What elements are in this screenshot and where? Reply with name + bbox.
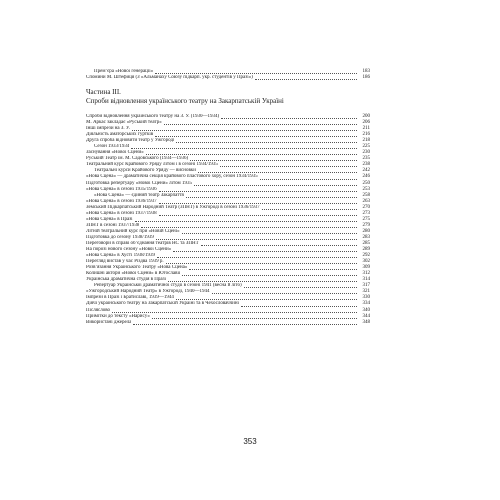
leader-dots	[156, 239, 357, 240]
part-title: Спроби відновлення українського театру на Закарпатській Україні	[86, 97, 284, 105]
toc-entry-page: 314	[362, 277, 370, 283]
page-number: 353	[243, 437, 257, 446]
toc-entry-page: 211	[362, 126, 370, 132]
toc-entry-page: 289	[362, 247, 370, 253]
toc-entry-title: Українська драматична студія в Празі	[86, 277, 166, 283]
toc-entry-title: Друга спроба відновити театр у Ужгороді	[86, 138, 175, 144]
toc-entry-page: 263	[362, 198, 370, 204]
leader-dots	[190, 160, 357, 161]
leader-dots	[241, 306, 357, 307]
leader-dots	[194, 185, 357, 186]
toc-entry-page: 330	[362, 295, 370, 301]
toc-entry-title: Прем’єра «Нової генерації»	[94, 69, 154, 74]
toc-entry-page: 279	[362, 222, 370, 228]
toc-entry-title: Підготовка репертуару «Нової Сцени» літом 1935	[86, 180, 192, 186]
leader-dots	[141, 227, 357, 228]
toc-entry-title: Репертуар Української драматичної студії в сезоні 1941 (весна й літо)	[94, 283, 242, 289]
leader-dots	[186, 197, 357, 198]
toc-entry-title: Колишні актори «Нової Сцени» в Югославії	[86, 271, 181, 277]
toc-entry-title: Спомини М. Штефиця (З «Альманаху Союзу підкарп. укр. студентів у Празі»)	[86, 75, 253, 81]
toc-entry-title: Використані джерела	[86, 319, 132, 325]
toc-entry-page: 273	[362, 210, 370, 216]
toc-entry-title: Підготовка до сезону 1938/1939	[86, 234, 154, 240]
toc-entry-page: 225	[362, 144, 370, 150]
toc-entry-title: Післяслово	[86, 307, 111, 313]
leader-dots	[221, 118, 357, 119]
toc-entry-page: 275	[362, 216, 370, 222]
toc-entry-title: «Нова Сцена» в сезоні 1935/1936	[86, 186, 157, 192]
toc-top-entries	[86, 69, 370, 81]
toc-entry-title: «Нова Сцена» в Празі	[86, 216, 133, 222]
leader-dots	[173, 251, 357, 252]
toc-entry-page: 246	[362, 174, 370, 180]
toc-entry-page: 334	[362, 301, 370, 307]
leader-dots	[146, 154, 357, 155]
leader-dots	[176, 299, 357, 300]
toc-entry-page: 200	[362, 114, 370, 119]
part-label: Частина III.	[86, 88, 121, 96]
toc-entry-page: 285	[362, 240, 370, 246]
leader-dots	[182, 275, 357, 276]
leader-dots	[159, 203, 357, 204]
leader-dots	[157, 257, 357, 258]
toc-entry-page: 242	[362, 168, 370, 174]
toc-entry-title: Діяльність аматорських гуртків	[86, 132, 154, 138]
toc-entry-title: «Ужгородський Народний Театр» в Ужгороді, 1940—1944	[86, 289, 210, 295]
leader-dots	[182, 233, 357, 234]
toc-entry-title: На порозі нового сезону «Нової Сцени»	[86, 247, 172, 253]
toc-entry-title: «Нова Сцена» в сезоні 1937/1938	[86, 210, 157, 216]
leader-dots	[189, 269, 357, 270]
toc-entry-title: Заснування «Нової Сцени»	[86, 150, 144, 156]
toc-entry-page: 230	[362, 150, 370, 156]
toc-entry-page: 235	[362, 156, 370, 162]
toc-entry-title: Літній театральний курс при «Новій Сцені»	[86, 228, 180, 234]
toc-entry-page: 258	[362, 192, 370, 198]
toc-entry-title: «Нова Сцена» — єдиний театр Закарпаття	[94, 192, 184, 198]
toc-entry-title: Руський Театр ім. М. Садовського (1934—1936)	[86, 156, 189, 162]
toc-entry	[86, 320, 370, 326]
leader-dots	[168, 281, 357, 282]
leader-dots	[201, 245, 357, 246]
toc-entry-title: ЗПНТ в сезоні 1937/1938	[86, 222, 140, 228]
toc-entry-page: 321	[362, 289, 370, 295]
leader-dots	[164, 124, 357, 125]
toc-entry-page: 317	[362, 283, 370, 289]
leader-dots	[262, 209, 357, 210]
toc-entry-page: 238	[362, 162, 370, 168]
toc-entry-page: 183	[362, 69, 370, 74]
toc-entry-title: Перегляд вистав у час Різдва 1939 р.	[86, 259, 164, 265]
leader-dots	[159, 215, 357, 216]
toc-entry-title: Діячі українського театру на Закарпатській Україні та в Чехословаччині	[86, 301, 239, 307]
leader-dots	[176, 142, 357, 143]
toc-entry-title: «Нова Сцена» в Хусті 1938/1939	[86, 253, 155, 259]
toc-entry-title: Театральні курси Крайового Уряду — висновки	[94, 168, 196, 174]
leader-dots	[155, 73, 357, 74]
toc-entry-page: 216	[362, 132, 370, 138]
leader-dots	[159, 191, 357, 192]
toc-entry-page: 312	[362, 271, 370, 277]
toc-entry-page: 186	[362, 75, 370, 81]
toc-entry-page: 250	[362, 180, 370, 186]
toc-entry-title: Імпрези в Празі і Братиславі, 1939—1944	[86, 295, 174, 301]
toc-list	[86, 114, 370, 326]
toc-entry-page: 340	[362, 307, 370, 313]
toc-entry-page: 292	[362, 253, 370, 259]
toc-entry-page: 348	[362, 319, 370, 325]
toc-entry-page: 280	[362, 228, 370, 234]
toc-entry-page: 253	[362, 186, 370, 192]
toc-entry-title: Примітки до тексту «Нариcу»	[86, 313, 150, 319]
toc-entry-title: «Нова Сцена» в сезоні 1936/1937	[86, 198, 157, 204]
leader-dots	[220, 166, 357, 167]
leader-dots	[131, 148, 357, 149]
toc-entry-title: Інші імпрези на З. У.	[86, 126, 130, 132]
toc-entry-page: 218	[362, 138, 370, 144]
leader-dots	[255, 79, 357, 80]
toc-entry-page: 344	[362, 313, 370, 319]
toc-entry-page: 270	[362, 204, 370, 210]
leader-dots	[155, 136, 357, 137]
toc-entry-title: Розв’язання Українського Театру «Нова Сцена»	[86, 265, 188, 271]
leader-dots	[212, 293, 357, 294]
leader-dots	[112, 312, 357, 313]
toc-entry-title: Спроби відновлення українського театру на З. У. (1930—1934)	[86, 114, 220, 119]
toc-entry-title: Земський Підкарпатський Народний Театр (ЗПНТ) в Ужгороді в сезоні 1936/1937	[86, 204, 260, 210]
toc-entry-title: «Нова Сцена» — драматична секція крайового пластового хору, сезон 1934/1935	[86, 174, 258, 180]
toc-entry-title: Театральний курс Крайового Уряду літом і в сезоні 1934/1935	[86, 162, 218, 168]
leader-dots	[152, 318, 357, 319]
part-heading	[86, 88, 370, 106]
leader-dots	[244, 287, 357, 288]
leader-dots	[135, 221, 357, 222]
leader-dots	[198, 172, 357, 173]
leader-dots	[133, 324, 357, 325]
toc-entry-title: М. Аркас закладає «Руський театр»	[86, 120, 162, 126]
toc-entry-page: 206	[362, 120, 370, 126]
toc-entry-page: 302	[362, 259, 370, 265]
leader-dots	[132, 130, 357, 131]
leader-dots	[166, 263, 357, 264]
toc-entry-page: 309	[362, 265, 370, 271]
toc-entry	[86, 75, 370, 81]
toc-entry-title: Сезон 1933/1934	[94, 144, 130, 150]
toc-entry-page: 283	[362, 234, 370, 240]
toc-entry-title: Переговори в справі об’єднання театрів НС та ЗПНТ	[86, 240, 199, 246]
leader-dots	[260, 179, 357, 180]
